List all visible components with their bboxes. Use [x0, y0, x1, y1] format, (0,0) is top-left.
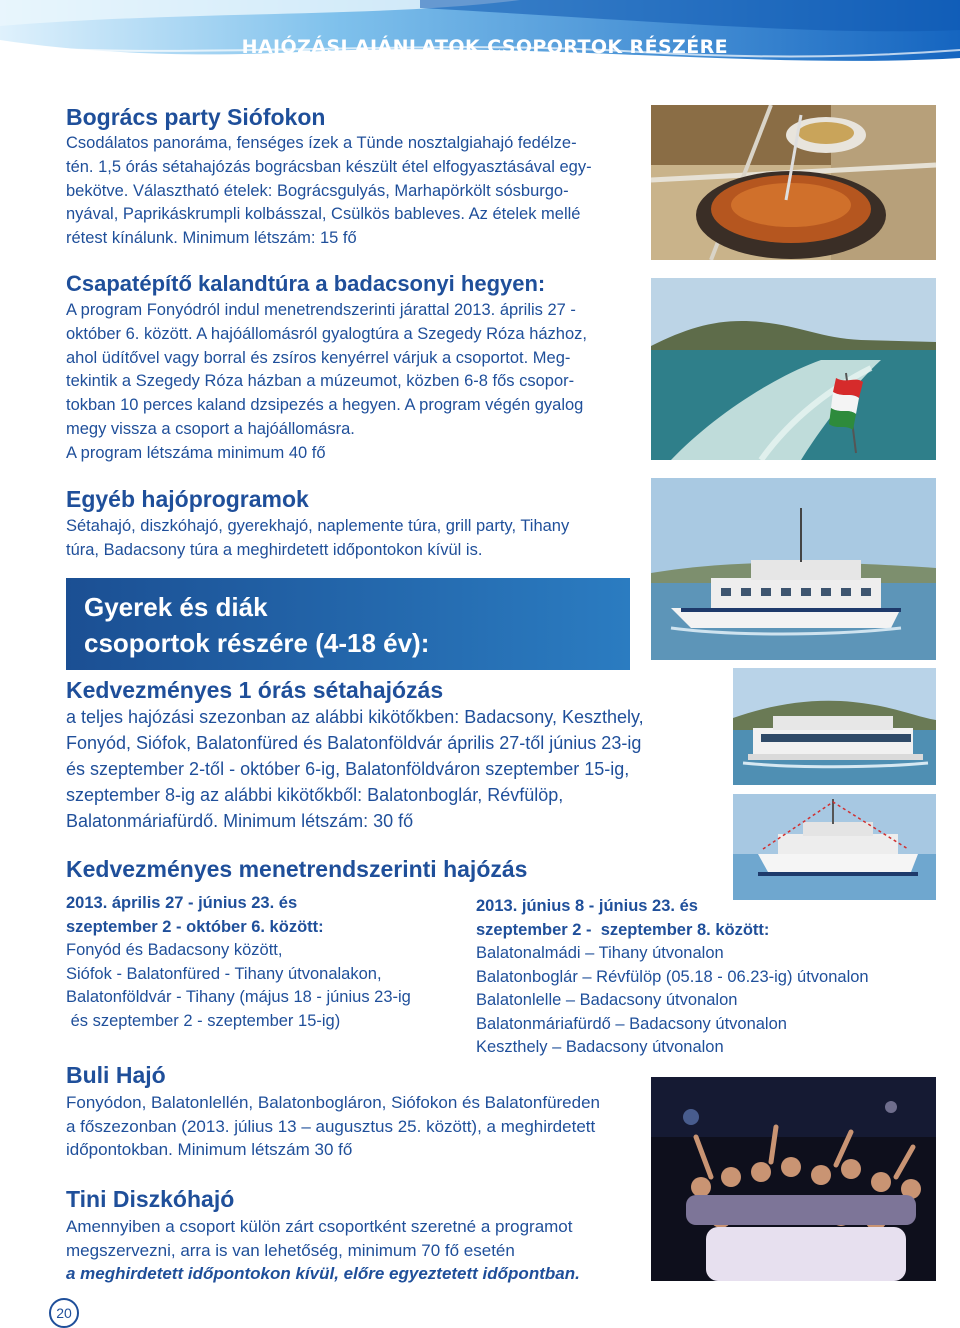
kids-groups-banner — [66, 578, 630, 670]
text-line: szeptember 8-ig az alábbi kikötőkből: Balatonboglár, Révfülöp, — [66, 785, 564, 805]
tini-emphasis: a meghirdetett időpontokon kívül, előre egyeztetett időpontban. — [66, 1264, 580, 1283]
text-line: szeptember 2 - október 6. között: — [66, 917, 324, 936]
text-line: bekötve. Választható ételek: Bográcsgulyás, Marhapörkölt sósburgo- — [66, 181, 569, 200]
egyeb-text — [66, 515, 569, 563]
text-line: és szeptember 2 - szeptember 15-ig) — [66, 1011, 341, 1030]
text-line: tekintik a Szegedy Róza házban a múzeumot, közben 6-8 fős csopor- — [66, 372, 575, 391]
kids-banner-line2: csoportok részére (4-18 év): — [84, 628, 430, 658]
text-line: időpontokban. Minimum létszám 30 fő — [66, 1140, 353, 1159]
buli-title: Buli Hajó — [66, 1062, 166, 1088]
menetrend-right-column — [476, 895, 869, 1060]
text-line: megy vissza a csoport a hajóállomásra. — [66, 419, 355, 438]
menetrend-left-heading — [66, 892, 411, 939]
text-line: nyával, Paprikáskrumpli kolbásszal, Csülkös bableves. Az ételek mellé — [66, 205, 581, 224]
menetrend-title: Kedvezményes menetrendszerinti hajózás — [66, 856, 528, 882]
text-line: A program Fonyódról indul menetrendszerinti járattal 2013. április 27 - — [66, 301, 576, 319]
text-line: Fonyódon, Balatonlellén, Balatonbogláron, Siófokon és Balatonfüreden — [66, 1093, 600, 1112]
text-line: megszervezni, arra is van lehetőség, minimum 70 fő esetén — [66, 1240, 515, 1260]
tini-text — [66, 1215, 580, 1286]
page-number: 20 — [49, 1298, 79, 1328]
photo-lake-flag — [651, 278, 936, 460]
section-csapatepito — [66, 271, 587, 466]
photo-party-crowd — [651, 1077, 936, 1281]
text-line: Sétahajó, diszkóhajó, gyerekhajó, naplemente túra, grill party, Tihany — [66, 517, 570, 535]
bogracs-title: Bogrács party Siófokon — [66, 104, 326, 130]
section-kedvezmenyes-setahajozas — [66, 677, 644, 834]
text-line: rétest kínálunk. Minimum létszám: 15 fő — [66, 229, 357, 248]
text-line: túra, Badacsony túra a meghirdetett időpontokon kívül is. — [66, 540, 483, 559]
text-line: Siófok - Balatonfüred - Tihany útvonalakon, — [66, 964, 382, 983]
egyeb-title: Egyéb hajóprogramok — [66, 486, 309, 512]
text-line: a főszezonban (2013. július 13 – augusztus 25. között), a meghirdetett — [66, 1116, 596, 1136]
section-bogracs — [66, 104, 592, 251]
menetrend-left-column — [66, 892, 411, 1033]
photo-goulash-pot — [651, 105, 936, 260]
menetrend-right-list — [476, 942, 869, 1060]
text-line: tén. 1,5 órás sétahajózás bográcsban készült étel elfogyasztásával egy- — [66, 157, 592, 176]
header-title: HAJÓZÁSI AJÁNLATOK CSOPORTOK RÉSZÉRE — [241, 36, 728, 58]
text-line: Balatonboglár – Révfülöp (05.18 - 06.23-ig) útvonalon — [476, 967, 869, 986]
csapatepito-title: Csapatépítő kalandtúra a badacsonyi hegyen: — [66, 271, 546, 296]
text-line: Balatonföldvár - Tihany (május 18 - június 23-ig — [66, 988, 411, 1006]
text-line: Amennyiben a csoport külön zárt csoportként szeretné a programot — [66, 1217, 573, 1236]
section-buli-hajo — [66, 1062, 600, 1162]
section-tini-diszkohajo — [66, 1186, 580, 1286]
csapatepito-text — [66, 299, 587, 466]
tini-title: Tini Diszkóhajó — [66, 1186, 235, 1212]
menetrend-left-list — [66, 939, 411, 1033]
menetrend-right-heading — [476, 895, 869, 942]
text-line: és szeptember 2-től - október 6-ig, Balatonföldváron szeptember 15-ig, — [66, 759, 630, 779]
photo-decorated-ship — [733, 794, 936, 900]
text-line: Balatonalmádi – Tihany útvonalon — [476, 944, 724, 962]
kids-banner-line1: Gyerek és diák — [84, 592, 268, 622]
text-line: október 6. között. A hajóállomásról gyalogtúra a Szegedy Róza házhoz, — [66, 324, 587, 343]
section-menetrend — [66, 856, 527, 883]
section-egyeb — [66, 486, 569, 563]
buli-text — [66, 1091, 600, 1162]
text-line: Keszthely – Badacsony útvonalon — [476, 1038, 724, 1056]
text-line: tokban 10 perces kaland dzsipezés a hegyen. A program végén gyalog — [66, 396, 584, 415]
text-line: A program létszáma minimum 40 fő — [66, 443, 326, 462]
kedvezmenyes1-title: Kedvezményes 1 órás sétahajózás — [66, 677, 444, 703]
text-line: szeptember 2 - szeptember 8. között: — [476, 920, 770, 939]
photo-white-ship — [651, 478, 936, 660]
text-line: ahol üdítővel vagy borral és zsíros kenyérrel várjuk a csoportot. Meg- — [66, 348, 571, 367]
text-line: a teljes hajózási szezonban az alábbi kikötőkben: Badacsony, Keszthely, — [66, 707, 644, 727]
text-line: Balatonmáriafürdő. Minimum létszám: 30 fő — [66, 811, 414, 831]
text-line: Csodálatos panoráma, fenséges ízek a Tünde nosztalgiahajó fedélze- — [66, 134, 577, 152]
bogracs-text — [66, 132, 592, 251]
text-line: Fonyód és Badacsony között, — [66, 941, 283, 959]
text-line: 2013. április 27 - június 23. és — [66, 894, 298, 912]
text-line: Balatonlelle – Badacsony útvonalon — [476, 991, 738, 1009]
photo-catamaran — [733, 668, 936, 785]
text-line: Balatonmáriafürdő – Badacsony útvonalon — [476, 1014, 787, 1033]
kedvezmenyes1-text — [66, 704, 644, 834]
text-line: 2013. június 8 - június 23. és — [476, 897, 698, 915]
text-line: Fonyód, Siófok, Balatonfüred és Balatonföldvár április 27-től június 23-ig — [66, 733, 642, 753]
